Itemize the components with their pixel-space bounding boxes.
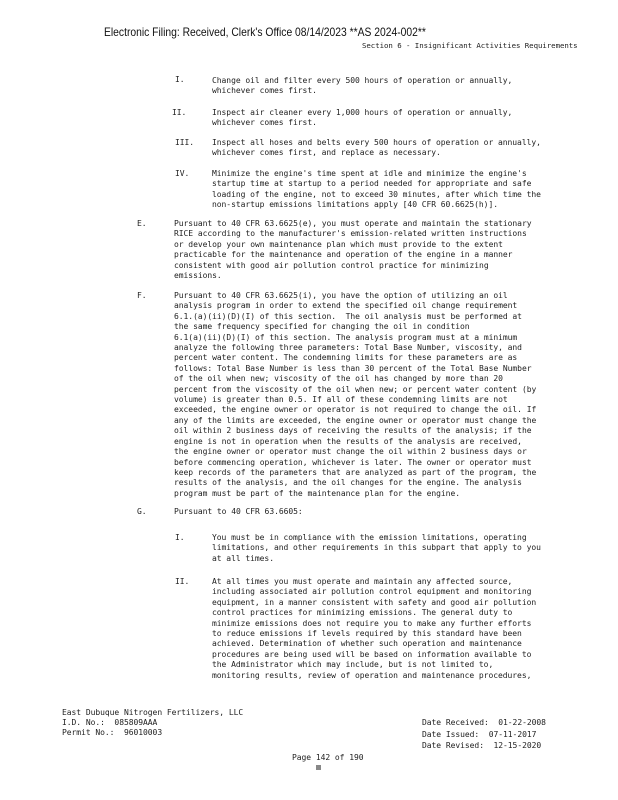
- page-number: Page 142 of 190: [292, 753, 364, 762]
- paragraph: Pursuant to 40 CFR 63.6605:: [174, 507, 303, 516]
- item-label: G.: [137, 507, 147, 516]
- footer-date-received: Date Received: 01-22-2008: [422, 718, 546, 727]
- paragraph: Pursuant to 40 CFR 63.6625(e), you must operate and maintain the stationary RICE according to the manufacturer's emission-related written instructions or develop your own maintenance plan which must provide to the extent practicable for the maintenance and operation of the engine in a manner consistent with good air pollution control practice for minimizing emissions.: [174, 219, 532, 281]
- list-item: Inspect all hoses and belts every 500 hours of operation or annually, whichever comes first, and replace as necessary.: [212, 138, 541, 158]
- footer-id-no: I.D. No.: 085809AAA: [62, 718, 158, 727]
- footer-permit-no: Permit No.: 96010003: [62, 728, 163, 737]
- list-label: I.: [175, 75, 185, 84]
- footer-date-issued: Date Issued: 07-11-2017: [422, 730, 537, 739]
- list-label: II.: [172, 108, 187, 117]
- list-label: II.: [175, 577, 190, 586]
- list-item: Change oil and filter every 500 hours of operation or annually, whichever comes first.: [212, 76, 513, 96]
- list-item: Minimize the engine's time spent at idle and minimize the engine's startup time at startup to a period needed for appropriate and safe loading of the engine, not to exceed 30 minutes, after which time the non-startup emissions limitations apply [40 CFR 60.6625(h)].: [212, 169, 541, 210]
- list-label: I.: [175, 533, 185, 542]
- list-label: III.: [175, 138, 195, 147]
- list-item: Inspect air cleaner every 1,000 hours of operation or annually, whichever comes first.: [212, 108, 513, 128]
- footer-date-revised: Date Revised: 12-15-2020: [422, 741, 542, 750]
- list-label: IV.: [175, 169, 190, 178]
- footer-company: East Dubuque Nitrogen Fertilizers, LLC: [62, 708, 244, 717]
- list-item: At all times you must operate and maintain any affected source, including associated air pollution control equipment and monitoring equipment, in a manner consistent with safety and good air pollution control practices for minimizing emissions. The general duty to minimize emissions does not require you to make any further efforts to reduce emissions if levels required by this standard have been achieved. Determination of whether such operation and maintenance procedures are being used will be based on information available to the Administrator which may include, but is not limited to, monitoring results, review of operation and maintenance procedures,: [212, 577, 537, 680]
- item-label: F.: [137, 291, 147, 300]
- section-header: Section 6 - Insignificant Activities Requirements: [362, 41, 578, 50]
- scan-mark: [316, 765, 321, 770]
- paragraph: Pursuant to 40 CFR 63.6625(i), you have the option of utilizing an oil analysis program in order to extend the specified oil change requirement 6.1.(a)(ii)(D)(I) of this section. The oil analysis must be performed at the same frequency specified for changing the oil in condition 6.1(a)(ii)(D)(I) of this section. The analysis program must at a minimum analyze the following three parameters: Total Base Number, viscosity, and percent water content. The condemning limits for these parameters are as follows: Total Base Number is less than 30 percent of the Total Base Number of the oil when new; viscosity of the oil has changed by more than 20 percent from the viscosity of the oil when new; or percent water content (by volume) is greater than 0.5. If all of these condemning limits are not exceeded, the engine owner or operator is not required to change the oil. If any of the limits are exceeded, the engine owner or operator must change the oil within 2 business days of receiving the results of the analysis; if the engine is not in operation when the results of the analysis are received, the engine owner or operator must change the oil within 2 business days or before commencing operation, whichever is later. The owner or operator must keep records of the parameters that are analyzed as part of the program, the results of the analysis, and the oil changes for the engine. The analysis program must be part of the maintenance plan for the engine.: [174, 291, 537, 498]
- filing-stamp: Electronic Filing: Received, Clerk's Office 08/14/2023 **AS 2024-002**: [104, 25, 426, 39]
- item-label: E.: [137, 219, 147, 228]
- list-item: You must be in compliance with the emission limitations, operating limitations, and other requirements in this subpart that apply to you at all times.: [212, 533, 541, 563]
